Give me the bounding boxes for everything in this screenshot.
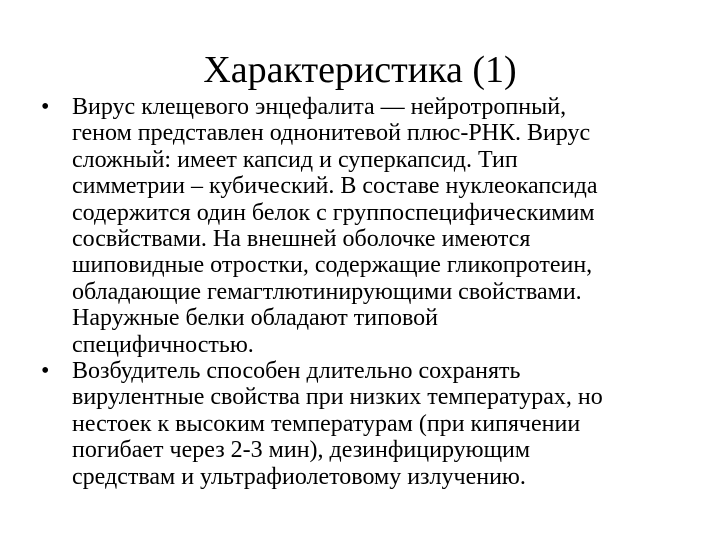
bullet-text-line: шиповидные отростки, содержащие гликопротеин, — [72, 252, 593, 279]
bullet-text-line: нестоек к высоким температурам (при кипячении — [72, 410, 581, 437]
bullet-text-line: вирулентные свойства при низких температурах, но — [72, 384, 603, 411]
bullet-item — [34, 94, 684, 358]
bullet-text-line: геном представлен однонитевой плюс-РНК. Вирус — [72, 120, 591, 147]
bullet-text-line: сосвйствами. На внешней оболочке имеются — [72, 226, 531, 253]
bullet-text-line: сложный: имеет капсид и суперкапсид. Тип — [72, 146, 518, 173]
bullet-list — [34, 94, 684, 490]
bullet-item — [34, 358, 684, 490]
bullet-text-line: содержится один белок с группоспецифическимим — [72, 199, 595, 226]
bullet-text-line: Наружные белки обладают типовой — [72, 305, 438, 332]
bullet-text-line: специфичностью. — [72, 331, 254, 358]
bullet-text-line: Вирус клещевого энцефалита — нейротропный, — [72, 94, 567, 120]
bullet-text-line: средствам и ультрафиолетовому излучению. — [72, 463, 526, 490]
bullet-marker: • — [41, 358, 50, 385]
bullet-text-line: Возбудитель способен длительно сохранять — [72, 358, 521, 385]
bullet-text-line: погибает через 2-3 мин), дезинфицирующим — [72, 437, 531, 464]
bullet-marker: • — [41, 94, 50, 120]
bullet-text-line: обладающие гемагтлютинирующими свойствами. — [72, 278, 582, 305]
slide-title: Характеристика (1) — [203, 49, 517, 91]
bullet-text-line: симметрии – кубический. В составе нуклеокапсида — [72, 173, 598, 200]
